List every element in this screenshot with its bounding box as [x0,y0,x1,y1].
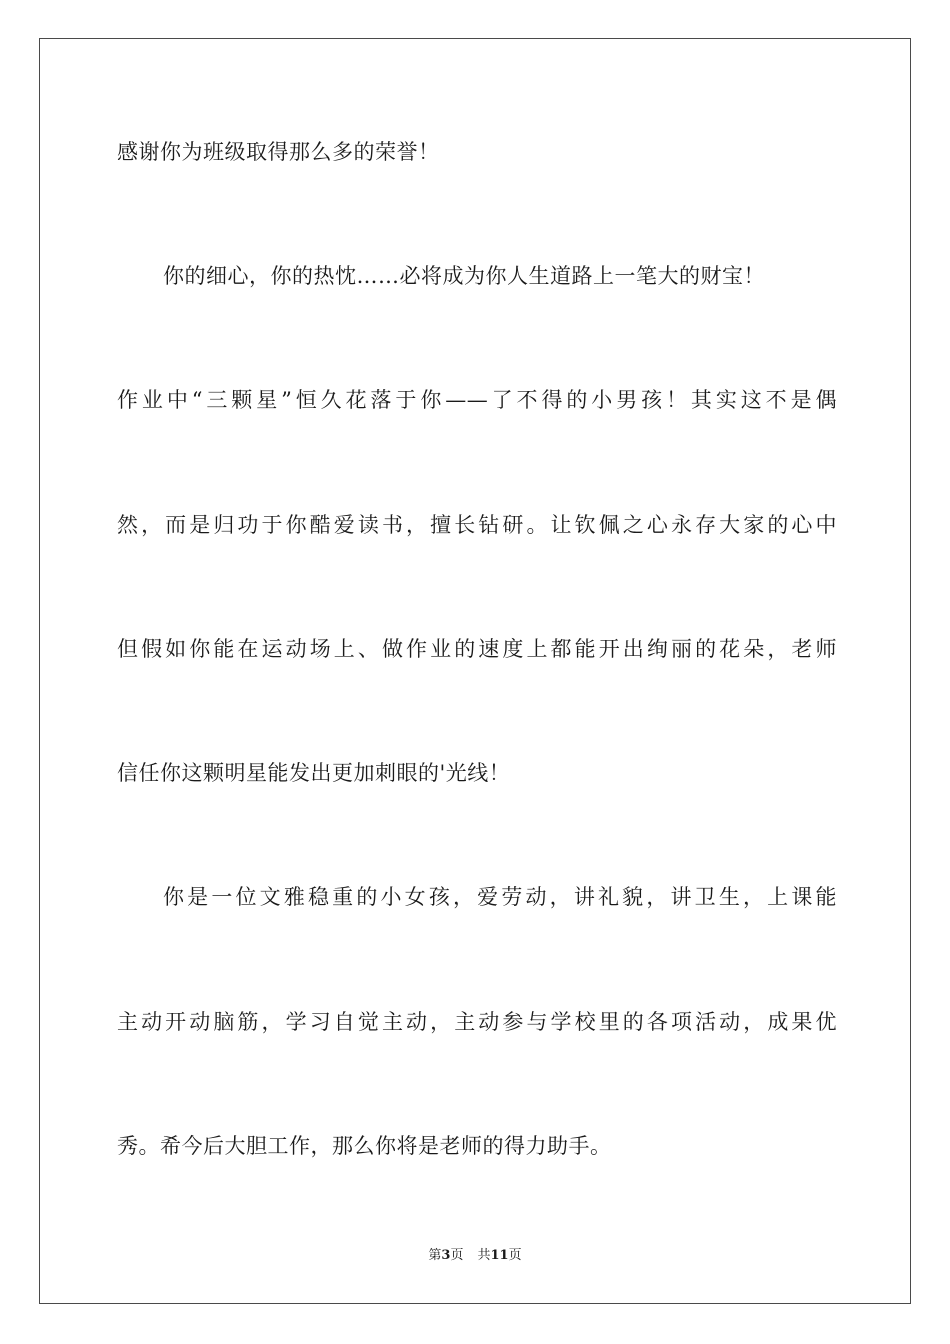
total-pages: 11 [490,1248,509,1263]
page-number: 3 [441,1248,451,1263]
text-line-8: 主动开动脑筋，学习自觉主动，主动参与学校里的各项活动，成果优 [117,1010,837,1034]
page-border [39,38,911,1304]
text-line-6: 信任你这颗明星能发出更加刺眼的'光线！ [117,761,511,785]
page-prefix: 第 [428,1248,442,1263]
page-suffix: 页 [450,1248,464,1263]
text-line-3: 作业中“三颗星”恒久花落于你——了不得的小男孩！其实这不是偶 [117,388,837,412]
text-line-1: 感谢你为班级取得那么多的荣誉！ [117,140,440,164]
text-line-4: 然，而是归功于你酷爱读书，擅长钻研。让钦佩之心永存大家的心中 [117,513,837,537]
text-line-7: 你是一位文雅稳重的小女孩，爱劳动，讲礼貌，讲卫生，上课能 [163,885,837,909]
text-line-9: 秀。希今后大胆工作，那么你将是老师的得力助手。 [117,1134,612,1158]
page-footer [0,1247,950,1265]
total-prefix: 共 [477,1248,491,1263]
text-line-5: 但假如你能在运动场上、做作业的速度上都能开出绚丽的花朵，老师 [117,637,837,661]
total-suffix: 页 [508,1248,522,1263]
text-line-2: 你的细心，你的热忱……必将成为你人生道路上一笔大的财宝！ [163,264,765,288]
